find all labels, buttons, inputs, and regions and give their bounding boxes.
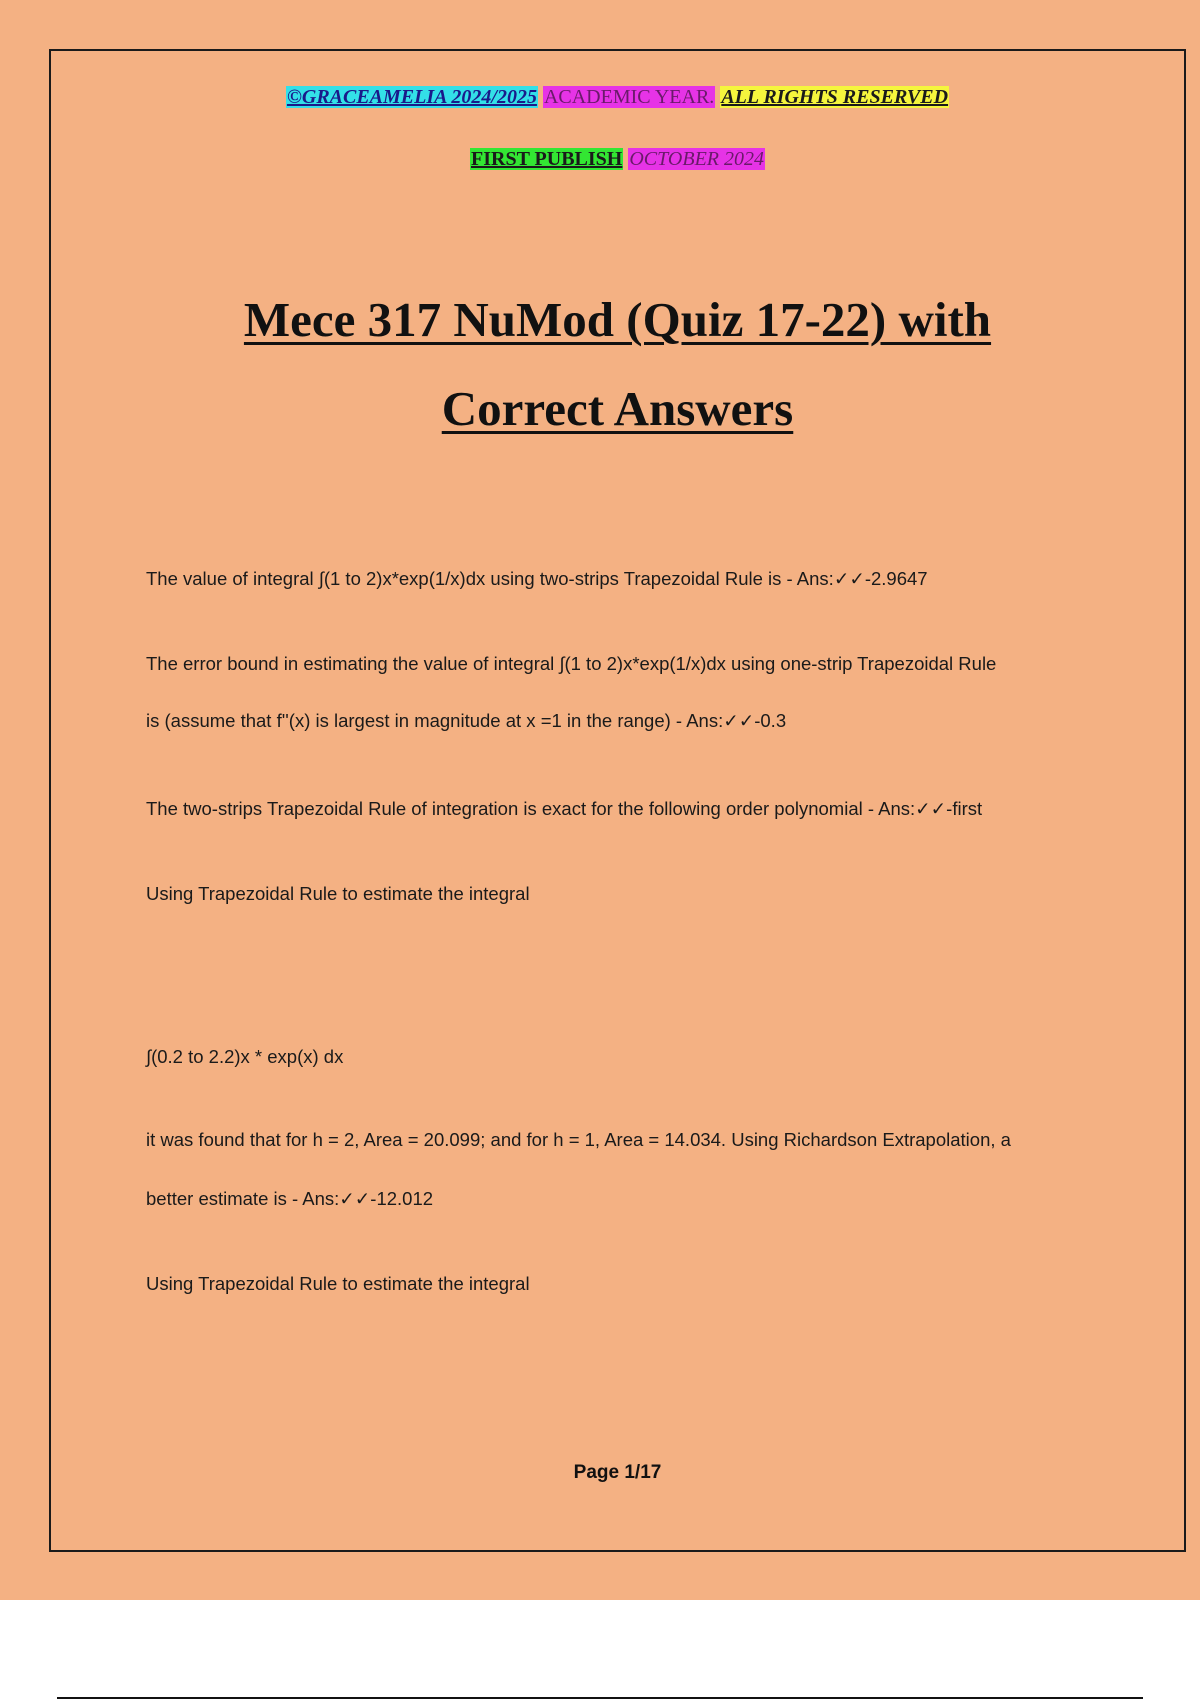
publish-date-text: OCTOBER 2024 [629,148,764,170]
question-3: The two-strips Trapezoidal Rule of integration is exact for the following order polynomial - Ans:✓✓-first [146,798,983,819]
academic-year-text: ACADEMIC YEAR. [543,86,715,108]
rights-reserved-text: ALL RIGHTS RESERVED [721,86,949,108]
question-4-integral: ∫(0.2 to 2.2)x * exp(x) dx [146,1046,344,1067]
document-title-line-1: Mece 317 NuMod (Quiz 17-22) with [243,292,992,347]
question-5-intro: Using Trapezoidal Rule to estimate the integral [146,1273,530,1294]
question-4-intro: Using Trapezoidal Rule to estimate the integral [146,883,530,904]
header-publish-line [51,148,1184,171]
question-4-line-2: better estimate is - Ans:✓✓-12.012 [146,1188,434,1209]
question-2-line-1: The error bound in estimating the value of integral ∫(1 to 2)x*exp(1/x)dx using one-strip Trapezoidal Rule [146,653,997,674]
page-border-frame [49,49,1186,1552]
question-4-line-1: it was found that for h = 2, Area = 20.099; and for h = 1, Area = 14.034. Using Richardson Extrapolation, a [146,1129,1011,1150]
question-2-line-2: is (assume that f''(x) is largest in magnitude at x =1 in the range) - Ans:✓✓-0.3 [146,710,787,731]
first-publish-text: FIRST PUBLISH [471,148,623,170]
copyright-text: ©GRACEAMELIA 2024/2025 [286,86,537,108]
document-title-line-2: Correct Answers [441,381,794,436]
next-page-rule [57,1697,1143,1699]
page-number: Page 1/17 [573,1462,662,1483]
header-copyright-line [51,86,1184,109]
question-1: The value of integral ∫(1 to 2)x*exp(1/x)dx using two-strips Trapezoidal Rule is - Ans:✓✓-2.9647 [146,568,928,589]
